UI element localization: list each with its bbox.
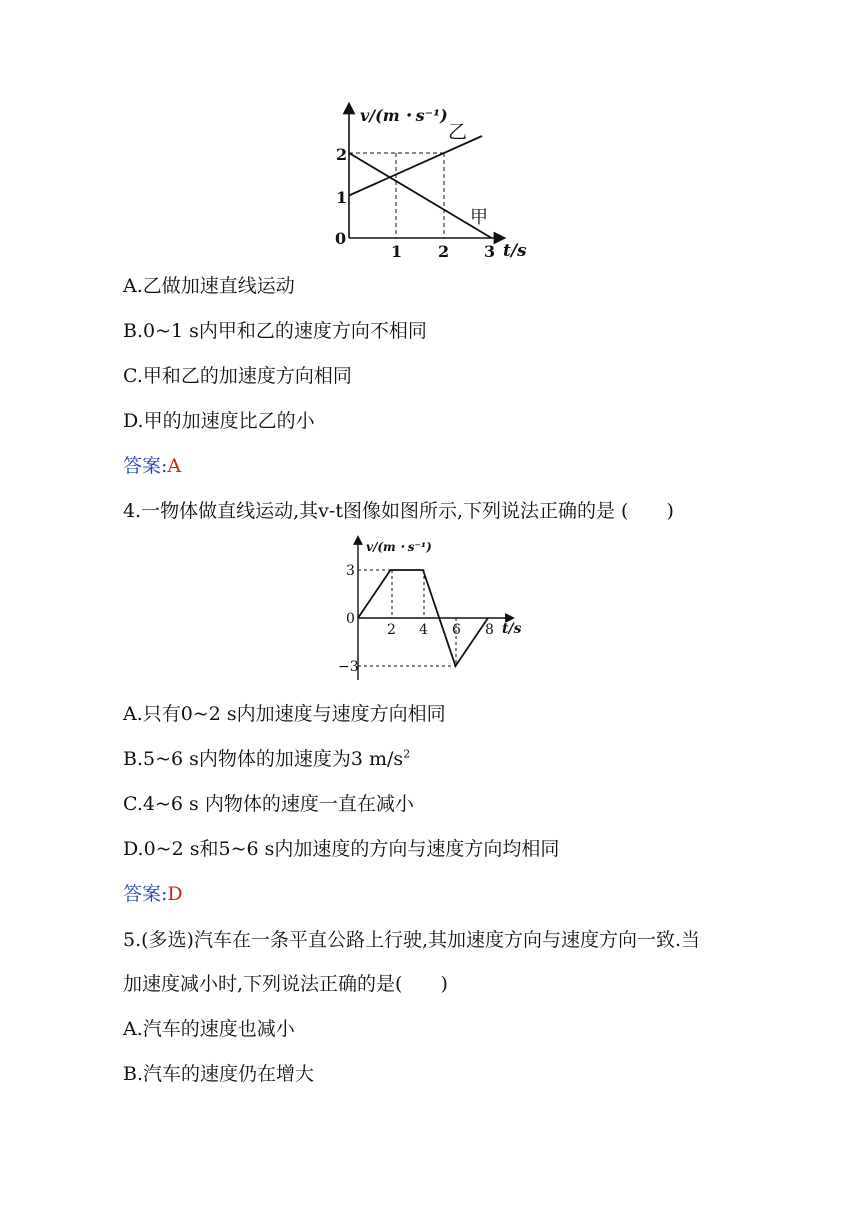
q4-option-d: D.0~2 s和5~6 s内加速度的方向与速度方向均相同 <box>123 838 560 860</box>
q4-option-b <box>123 747 410 771</box>
y-axis-label: v/(m・s⁻¹) <box>360 106 448 125</box>
x-tick-8: 8 <box>485 622 494 638</box>
answer-label: 答案: <box>123 883 168 905</box>
y-tick-1: 1 <box>336 188 348 207</box>
q4-answer <box>123 882 183 906</box>
x-tick-3: 3 <box>484 242 496 261</box>
answer-value: D <box>167 883 183 905</box>
q4-option-a: A.只有0~2 s内加速度与速度方向相同 <box>123 703 446 725</box>
y-tick-2: 2 <box>336 145 348 164</box>
x-axis-label: t/s <box>503 241 527 261</box>
series-label-yi: 乙 <box>448 121 468 143</box>
y-tick-3: 3 <box>346 563 355 579</box>
y-axis-label: v/(m・s⁻¹) <box>366 540 432 554</box>
q4-option-b-text: B.5~6 s内物体的加速度为3 m/s <box>123 748 404 770</box>
q3-answer <box>123 454 181 478</box>
answer-value: A <box>167 455 182 477</box>
q5-option-b: B.汽车的速度仍在增大 <box>123 1063 315 1085</box>
x-axis-label: t/s <box>502 621 522 637</box>
x-tick-6: 6 <box>452 622 461 638</box>
origin-label: 0 <box>335 229 347 248</box>
x-tick-1: 1 <box>391 242 403 261</box>
q5-option-a: A.汽车的速度也减小 <box>123 1018 295 1040</box>
origin-label: 0 <box>346 611 355 627</box>
q5-stem-line2: 加速度减小时,下列说法正确的是( ) <box>123 973 448 995</box>
q5-stem-line1: 5.(多选)汽车在一条平直公路上行驶,其加速度方向与速度方向一致.当 <box>123 929 701 951</box>
q3-option-a: A.乙做加速直线运动 <box>123 275 295 297</box>
q3-option-d: D.甲的加速度比乙的小 <box>123 410 315 432</box>
q4-option-b-superscript: 2 <box>403 747 411 761</box>
q3-option-c: C.甲和乙的加速度方向相同 <box>123 365 352 387</box>
velocity-time-graph-1 <box>330 100 540 265</box>
q4-stem: 4.一物体做直线运动,其v-t图像如图所示,下列说法正确的是 ( ) <box>123 500 674 522</box>
q4-option-c: C.4~6 s 内物体的速度一直在减小 <box>123 793 414 815</box>
x-tick-4: 4 <box>419 622 428 638</box>
series-label-jia: 甲 <box>470 207 488 228</box>
y-tick-neg3: −3 <box>338 659 359 675</box>
velocity-time-graph-2 <box>330 532 530 684</box>
x-tick-2: 2 <box>387 622 396 638</box>
x-tick-2: 2 <box>438 242 450 261</box>
q3-option-b: B.0~1 s内甲和乙的速度方向不相同 <box>123 320 427 342</box>
answer-label: 答案: <box>123 455 168 477</box>
